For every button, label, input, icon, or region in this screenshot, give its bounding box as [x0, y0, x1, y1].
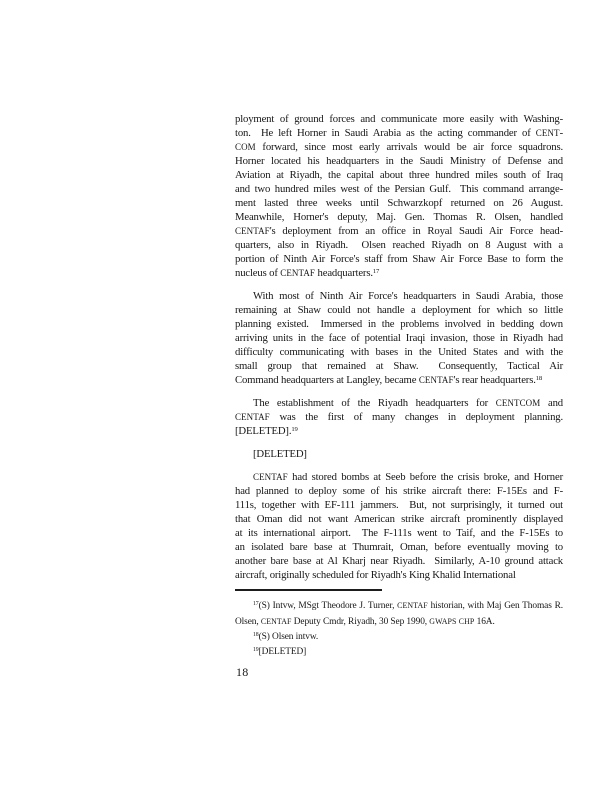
- text-line: quarters, also in Riyadh. Olsen reached Riyadh on 8 August with a: [235, 239, 563, 251]
- small-caps-acronym: CENTAF: [235, 412, 270, 422]
- document-paragraph: [235, 470, 563, 582]
- document-paragraph: [235, 447, 563, 461]
- document-paragraph: [235, 289, 563, 387]
- small-caps-acronym: CENT: [535, 128, 560, 138]
- text-line: aircraft, originally scheduled for Riyadh's King Khalid International: [235, 569, 516, 581]
- text-line: Horner located his headquarters in the Saudi Ministry of Defense and: [235, 155, 563, 167]
- footnote-line: Olsen, CENTAF Deputy Cmdr, Riyadh, 30 Sep 1990, GWAPS CHP 16A.: [235, 617, 495, 627]
- text-line: [DELETED].$^{19}$: [235, 425, 298, 437]
- footnote: [235, 630, 563, 645]
- text-line: that Oman did not want American strike aircraft prominently displayed: [235, 513, 563, 525]
- text-line: ployment of ground forces and communicate more easily with Washing-: [235, 113, 563, 125]
- text-line: Command headquarters at Langley, became CENTAF's rear headquarters.$^{18}$: [235, 374, 543, 386]
- text-line: remaining at Shaw could not handle a deployment for which so little: [235, 304, 563, 316]
- footnote-separator: [235, 589, 382, 591]
- page-number: 18: [236, 665, 249, 679]
- footnote: [235, 598, 563, 630]
- text-line: Aviation at Riyadh, the capital about three hundred miles south of Iraq: [235, 169, 563, 181]
- small-caps-acronym: CENTAF: [235, 226, 270, 236]
- text-line: at its international airport. The F-111s went to Taif, and the F-15Es to: [235, 527, 563, 539]
- document-paragraph: [235, 112, 563, 280]
- text-line: CENTAF's deployment from an office in Royal Saudi Air Force head-: [235, 225, 563, 237]
- footnote-line: $^{19}$[DELETED]: [253, 647, 307, 657]
- small-caps-acronym: COM: [235, 142, 256, 152]
- small-caps-acronym: CENTAF: [397, 601, 428, 610]
- text-line: Meanwhile, Horner's deputy, Maj. Gen. Thomas R. Olsen, handled: [235, 211, 563, 223]
- small-caps-acronym: CHP: [458, 617, 475, 626]
- text-line: ment lasted three weeks until Schwarzkopf returned on 26 August.: [235, 197, 563, 209]
- small-caps-acronym: CENTAF: [253, 472, 288, 482]
- footnote: [235, 645, 563, 660]
- text-line: planning existed. Immersed in the problems involved in bedding down: [235, 318, 563, 330]
- text-line: difficulty communicating with bases in the United States and with the: [235, 346, 563, 358]
- text-line: [DELETED]: [253, 448, 307, 460]
- text-line: an isolated bare base at Thumrait, Oman, before eventually moving to: [235, 541, 563, 553]
- text-line: and two hundred miles west of the Persian Gulf. This command arrange-: [235, 183, 563, 195]
- small-caps-acronym: CENTCOM: [495, 398, 541, 408]
- text-line: portion of Ninth Air Force's staff from Shaw Air Force Base to form the: [235, 253, 563, 265]
- small-caps-acronym: CENTAF: [280, 268, 316, 278]
- text-line: another bare base at Al Kharj near Riyadh. Similarly, A-10 ground attack: [235, 555, 563, 567]
- text-line: ton. He left Horner in Saudi Arabia as the acting commander of CENT-: [235, 127, 563, 139]
- text-line: had planned to deploy some of his strike aircraft there: F-15Es and F-: [235, 485, 563, 497]
- text-line: CENTAF had stored bombs at Seeb before the crisis broke, and Horner: [253, 471, 563, 483]
- small-caps-acronym: CENTAF: [260, 617, 292, 626]
- text-line: With most of Ninth Air Force's headquarters in Saudi Arabia, those: [253, 290, 563, 302]
- small-caps-acronym: CENTAF: [418, 375, 454, 385]
- footnote-line: $^{17}$(S) Intvw, MSgt Theodore J. Turner, CENTAF historian, with Maj Gen Thomas R.: [253, 601, 563, 611]
- text-line: small group that remained at Shaw. Consequently, Tactical Air: [235, 360, 563, 372]
- text-line: arriving units in the face of potential Iraqi invasion, those in Riyadh had: [235, 332, 563, 344]
- text-line: 111s, together with EF-111 jammers. But, not surprisingly, it turned out: [235, 499, 563, 511]
- footnote-block: [235, 598, 563, 660]
- text-line: nucleus of CENTAF headquarters.$^{17}$: [235, 267, 380, 279]
- text-line: COM forward, since most early arrivals would be air force squadrons.: [235, 141, 563, 153]
- document-paragraph: [235, 396, 563, 438]
- text-line: The establishment of the Riyadh headquarters for CENTCOM and: [253, 397, 563, 409]
- text-line: CENTAF was the first of many changes in deployment planning.: [235, 411, 563, 423]
- footnote-line: $^{18}$(S) Olsen intvw.: [253, 632, 319, 642]
- body-text: [235, 112, 563, 582]
- small-caps-acronym: GWAPS: [429, 617, 457, 626]
